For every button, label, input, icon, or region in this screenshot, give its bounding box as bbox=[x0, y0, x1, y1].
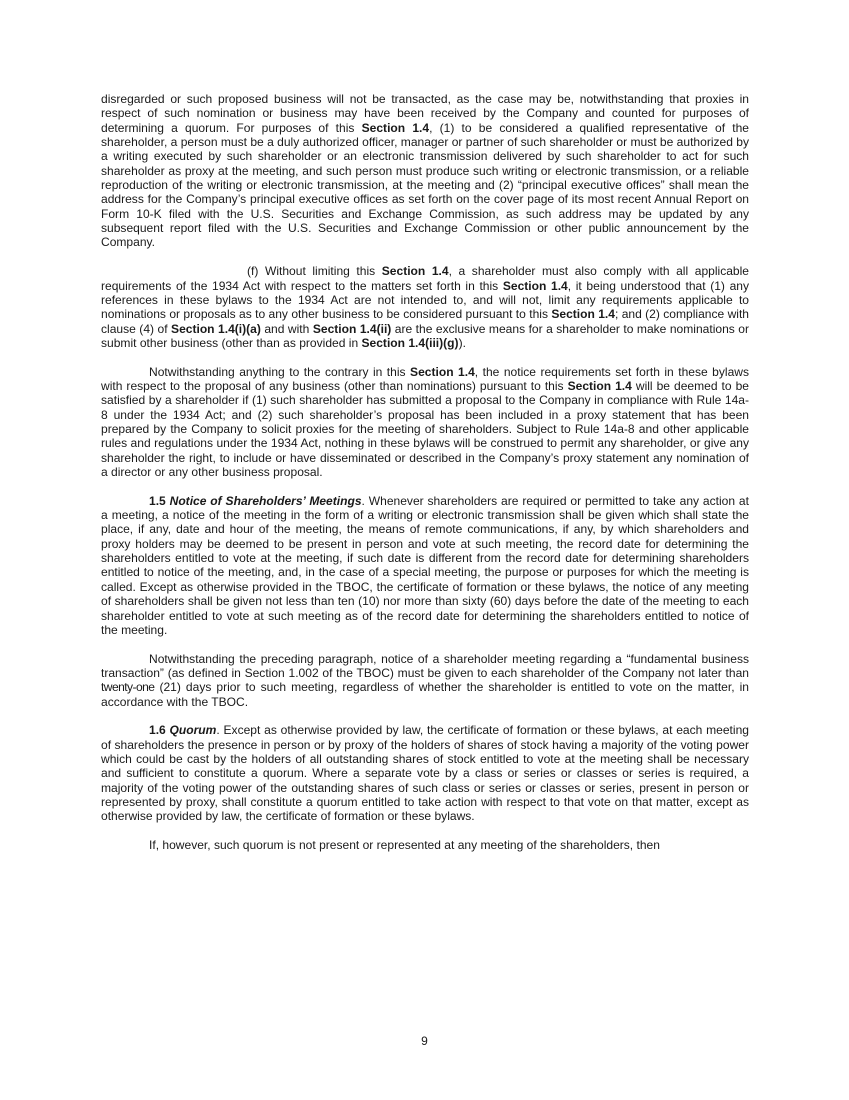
section-reference: Section 1.4 bbox=[502, 278, 568, 293]
section-number: 1.5 bbox=[149, 493, 170, 508]
paragraph-quorum-representative bbox=[101, 92, 749, 250]
section-reference: Section 1.4 bbox=[567, 378, 632, 393]
section-reference: Section 1.4 bbox=[361, 120, 430, 135]
text-run: If, however, such quorum is not present or represented at any meeting of the shareholders, then bbox=[149, 838, 660, 853]
text-run: disregarded or such proposed business will not be transacted, as the case may be, notwithstanding that proxies in respect of such nomination or business may have been received by the Company and counted for purposes of determining a quorum. For purposes of this bbox=[101, 92, 749, 135]
page-number: 9 bbox=[421, 1034, 428, 1048]
text-run: , it being understood that (1) any references in these bylaws to the 1934 Act are not intended to, and will not, limit any requirements applicable to nominations or proposals as to any other business to be considered pursuant to this bbox=[101, 278, 750, 322]
text-run: ; and (2) compliance with clause (4) of bbox=[101, 307, 749, 336]
text-run: and with bbox=[260, 321, 313, 336]
section-reference: Section 1.4(iii)(g) bbox=[361, 335, 459, 350]
text-run: . Except as otherwise provided by law, the certificate of formation or these bylaws, at each meeting of shareholders the presence in person or by proxy of the holders of shares of stock having a majority of the voting power which could be cast by the holders of all outstanding shares of stock entitled to vote at the meeting shall be necessary and sufficient to constitute a quorum. Where a separate vote by a class or series or classes or series is required, a majority of the voting power of the outstanding shares of such class or series or classes or series, present in person or represented by proxy, shall constitute a quorum entitled to take action with respect to that vote on that matter, except as otherwise provided by law, the certificate of formation or these bylaws. bbox=[101, 723, 749, 824]
section-reference: Section 1.4(i)(a) bbox=[171, 321, 261, 336]
text-run: , a shareholder must also comply with all applicable requirements of the 1934 Act with respect to the matters set forth in this bbox=[101, 264, 749, 293]
text-run: will be deemed to be satisfied by a shareholder if (1) such shareholder has submitted a proposal to the Company in compliance with Rule 14a-8 under the 1934 Act; and (2) such shareholder’s proposal has been included in a proxy statement that has been prepared by the Company to solicit proxies for the meeting of shareholders. Subject to Rule 14a-8 and other applicable rules and regulations under the 1934 Act, nothing in these bylaws will be construed to permit any shareholder, or give any shareholder the right, to include or have disseminated or described in the Company’s proxy statement any nomination of a director or any other business proposal. bbox=[101, 378, 749, 480]
text-run: Notwithstanding anything to the contrary in this bbox=[149, 364, 411, 379]
section-reference: Section 1.4 bbox=[381, 264, 449, 279]
text-run: (f) Without limiting this bbox=[247, 264, 382, 279]
paragraph-subsection-f bbox=[101, 264, 749, 350]
text-run-condensed: twenty-one bbox=[101, 680, 155, 695]
text-run: , the notice requirements set forth in these bylaws with respect to the proposal of any business (other than nominations) pursuant to this bbox=[101, 364, 750, 393]
section-reference: Section 1.4 bbox=[551, 307, 615, 322]
section-reference: Section 1.4 bbox=[410, 364, 475, 379]
text-run: are the exclusive means for a shareholder to make nominations or submit other business (other than as provided in bbox=[101, 321, 749, 350]
section-1-6-quorum bbox=[101, 723, 749, 823]
paragraph-fundamental-business-transaction bbox=[101, 652, 749, 709]
text-run: . Whenever shareholders are required or permitted to take any action at a meeting, a notice of the meeting in the form of a writing or electronic transmission shall be given which shall state the place, if any, date and hour of the meeting, the means of remote communications, if any, by which shareholders and proxy holders may be deemed to be present in person and vote at such meeting, the record date for determining the shareholders entitled to vote at the meeting, if such date is different from the record date for determining shareholders entitled to notice of the meeting, and, in the case of a special meeting, the purpose or purposes for which the meeting is called. Except as otherwise provided in the TBOC, the certificate of formation or these bylaws, the notice of any meeting of shareholders shall be given not less than ten (10) nor more than sixty (60) days before the date of the meeting to each shareholder entitled to vote at such meeting as of the record date for determining the shareholders entitled to notice of the meeting. bbox=[101, 493, 749, 637]
paragraph-quorum-not-present bbox=[101, 838, 749, 852]
section-1-5-notice-of-meetings bbox=[101, 494, 749, 637]
text-run: , (1) to be considered a qualified representative of the shareholder, a person must be a duly authorized officer, manager or partner of such shareholder or must be authorized by a writing executed by such shareholder or an electronic transmission delivered by such shareholder to act for such shareholder as proxy at the meeting, and such person must produce such writing or electronic transmission, or a reliable reproduction of the writing or electronic transmission, at the meeting and (2) “principal executive offices” shall mean the address for the Company’s principal executive offices as set forth on the cover page of its most recent Annual Report on Form 10-K filed with the U.S. Securities and Exchange Commission, as such address may be updated by any subsequent report filed with the U.S. Securities and Exchange Commission or other public announcement by the Company. bbox=[101, 120, 750, 250]
text-run: (21) days prior to such meeting, regardless of whether the shareholder is entitled to vote on the matter, in accordance with the TBOC. bbox=[101, 680, 749, 709]
section-number: 1.6 bbox=[149, 723, 170, 738]
section-reference: Section 1.4(ii) bbox=[312, 321, 392, 336]
text-run: ). bbox=[458, 335, 466, 350]
section-heading: Notice of Shareholders’ Meetings bbox=[169, 493, 362, 508]
text-run: Notwithstanding the preceding paragraph, notice of a shareholder meeting regarding a “fundamental business transaction” (as defined in Section 1.002 of the TBOC) must be given to each shareholder of the Company not later than bbox=[101, 651, 749, 680]
section-heading: Quorum bbox=[169, 723, 217, 738]
paragraph-rule-14a-8 bbox=[101, 365, 749, 480]
